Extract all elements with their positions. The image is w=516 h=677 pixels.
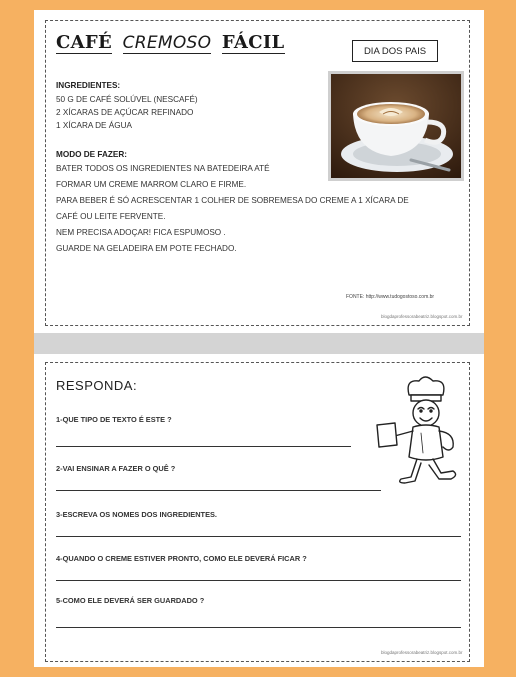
section-divider	[34, 333, 484, 354]
dia-dos-pais-badge: DIA DOS PAIS	[352, 40, 438, 62]
recipe-card	[45, 20, 470, 326]
method-line: NEM PRECISA ADOÇAR! FICA ESPUMOSO .	[56, 228, 226, 237]
blog-footer: blogdaprofessorabeatriz.blogspot.com.br	[381, 314, 463, 319]
blog-footer: blogdaprofessorabeatriz.blogspot.com.br	[381, 650, 463, 655]
title-word-3: FÁCIL	[221, 32, 285, 53]
method-line: PARA BEBER É SÓ ACRESCENTAR 1 COLHER DE SOBREMESA DO CREME A 1 XÍCARA DE	[56, 196, 409, 205]
answer-line-4[interactable]	[56, 580, 461, 581]
coffee-cup-image	[331, 74, 461, 178]
question-3: 3-ESCREVA OS NOMES DOS INGREDIENTES.	[56, 510, 217, 519]
method-heading: MODO DE FAZER:	[56, 150, 127, 159]
source-credit: FONTE: http://www.tudogostoso.com.br	[346, 294, 435, 300]
ingredients-heading: INGREDIENTES:	[56, 81, 121, 90]
method-line: FORMAR UM CREME MARROM CLARO E FIRME.	[56, 180, 247, 189]
ingredient-item: 2 XÍCARAS DE AÇÚCAR REFINADO	[56, 108, 194, 117]
recipe-title	[56, 32, 285, 53]
responda-heading: RESPONDA:	[56, 378, 138, 393]
question-4: 4-QUANDO O CREME ESTIVER PRONTO, COMO ELE DEVERÁ FICAR ?	[56, 554, 307, 563]
answer-line-5[interactable]	[56, 627, 461, 628]
method-line: GUARDE NA GELADEIRA EM POTE FECHADO.	[56, 244, 237, 253]
question-1: 1-QUE TIPO DE TEXTO É ESTE ?	[56, 415, 172, 424]
answer-line-3[interactable]	[56, 536, 461, 537]
title-word-1: CAFÉ	[56, 32, 112, 53]
answer-line-1[interactable]	[56, 446, 351, 447]
questions-card	[45, 362, 470, 662]
title-word-2: CREMOSO	[122, 33, 212, 53]
question-5: 5-COMO ELE DEVERÁ SER GUARDADO ?	[56, 596, 205, 605]
coffee-cup-photo	[328, 71, 464, 181]
question-2: 2-VAI ENSINAR A FAZER O QUÊ ?	[56, 464, 176, 473]
chef-cartoon-illustration	[371, 373, 467, 493]
method-line: BATER TODOS OS INGREDIENTES NA BATEDEIRA ATÉ	[56, 164, 270, 173]
method-line: CAFÉ OU LEITE FERVENTE.	[56, 212, 166, 221]
answer-line-2[interactable]	[56, 490, 381, 491]
worksheet	[34, 10, 484, 667]
ingredient-item: 50 G DE CAFÉ SOLÚVEL (NESCAFÉ)	[56, 95, 198, 104]
ingredient-item: 1 XÍCARA DE ÁGUA	[56, 121, 132, 130]
